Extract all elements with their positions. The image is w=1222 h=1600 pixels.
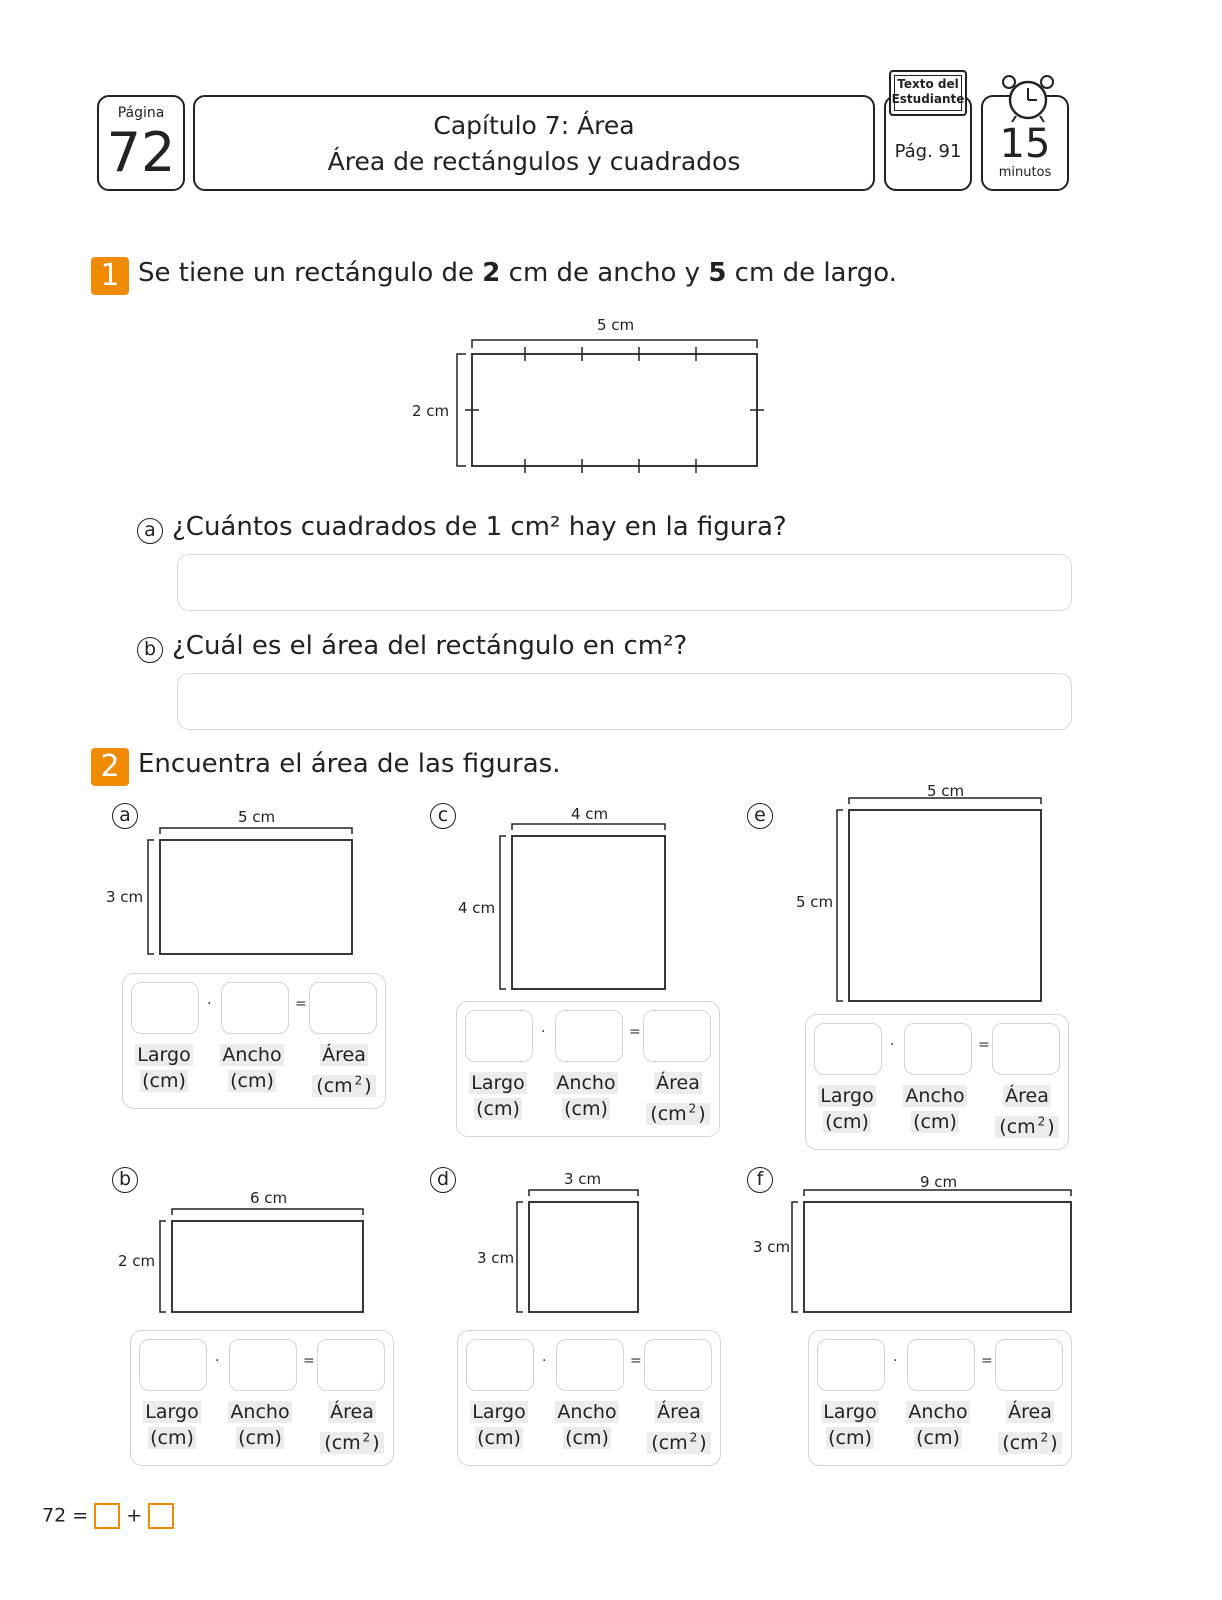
book-icon	[889, 70, 967, 116]
question-2-text: Encuentra el área de las figuras.	[138, 749, 561, 779]
calc-box-f	[808, 1330, 1072, 1466]
question-2-number: 2	[91, 748, 129, 786]
fig-a-letter: a	[112, 803, 138, 829]
largo-input[interactable]	[131, 982, 199, 1034]
fig-c-letter: c	[430, 803, 456, 829]
calc-box-c	[456, 1001, 720, 1137]
q1-height-label: 2 cm	[412, 402, 450, 420]
equals-sign: =	[629, 1024, 641, 1040]
book-label-line2: Estudiante	[891, 92, 965, 106]
ancho-label: Ancho (cm)	[222, 1044, 282, 1092]
multiply-sign: ·	[541, 1024, 546, 1040]
book-label-line1: Texto del	[897, 77, 959, 91]
q1b-text: ¿Cuál es el área del rectángulo en cm²?	[172, 631, 688, 661]
ancho-label: Ancho (cm)	[908, 1401, 968, 1449]
area-input[interactable]	[644, 1339, 712, 1391]
ancho-input[interactable]	[221, 982, 289, 1034]
footer-equals: =	[72, 1504, 89, 1527]
equals-sign: =	[978, 1037, 990, 1053]
largo-label: Largo (cm)	[145, 1401, 199, 1449]
chapter-subtitle: Área de rectángulos y cuadrados	[327, 147, 741, 176]
q1-text-part: cm de largo.	[726, 258, 897, 288]
fig-c-square	[492, 816, 672, 996]
footer-square-2[interactable]	[148, 1503, 174, 1529]
fig-b-height-label: 2 cm	[118, 1252, 156, 1270]
alarm-clock-icon	[1000, 72, 1056, 124]
student-text-page: Pág. 91	[894, 141, 962, 162]
ancho-label: Ancho (cm)	[905, 1085, 965, 1133]
q1a-letter: a	[137, 518, 163, 544]
fig-d-height-label: 3 cm	[477, 1249, 515, 1267]
equals-sign: =	[303, 1353, 315, 1369]
fig-c-width-label: 4 cm	[571, 805, 609, 823]
fig-a-width-label: 5 cm	[238, 808, 276, 826]
q1-width-value: 2	[482, 258, 501, 288]
area-label: Área (cm $^2$ )	[637, 1070, 719, 1127]
area-label: Área (cm $^2$ )	[303, 1042, 385, 1099]
equals-sign: =	[295, 996, 307, 1012]
q1b-letter: b	[137, 637, 163, 663]
fig-b-letter: b	[112, 1167, 138, 1193]
fig-f-rectangle	[784, 1182, 1084, 1322]
q1-rectangle-figure	[400, 310, 800, 480]
area-label: Área (cm $^2$ )	[638, 1399, 720, 1456]
fig-d-square	[509, 1182, 649, 1322]
calc-box-b	[130, 1330, 394, 1466]
fig-e-width-label: 5 cm	[927, 782, 965, 800]
multiply-sign: ·	[893, 1353, 898, 1369]
fig-e-letter: e	[747, 803, 773, 829]
question-1-number: 1	[91, 257, 129, 295]
fig-f-letter: f	[747, 1167, 773, 1193]
largo-label: Largo (cm)	[471, 1072, 525, 1120]
fig-e-height-label: 5 cm	[796, 893, 834, 911]
fig-e-square	[829, 790, 1049, 1010]
footer-number: 72	[42, 1504, 67, 1527]
q1-width-label: 5 cm	[597, 316, 635, 334]
page-number-box	[97, 95, 185, 191]
area-input[interactable]	[309, 982, 377, 1034]
fig-f-width-label: 9 cm	[920, 1173, 958, 1191]
footer-decomposition	[42, 1503, 174, 1529]
equals-sign: =	[630, 1353, 642, 1369]
q1a-text: ¿Cuántos cuadrados de 1 cm² hay en la figura?	[172, 512, 787, 542]
ancho-input[interactable]	[555, 1010, 623, 1062]
time-value: 15	[999, 121, 1051, 167]
largo-input[interactable]	[465, 1010, 533, 1062]
chapter-title-box	[193, 95, 875, 191]
q1-text-part: cm de ancho y	[500, 258, 709, 288]
fig-f-height-label: 3 cm	[753, 1238, 791, 1256]
calc-box-d	[457, 1330, 721, 1466]
fig-a-height-label: 3 cm	[106, 888, 144, 906]
largo-input[interactable]	[817, 1339, 885, 1391]
chapter-title: Capítulo 7: Área	[433, 111, 635, 140]
q1-length-value: 5	[708, 258, 727, 288]
area-label: Área (cm $^2$ )	[989, 1399, 1071, 1456]
q1a-answer-field[interactable]	[177, 554, 1072, 611]
largo-input[interactable]	[814, 1023, 882, 1075]
largo-label: Largo (cm)	[137, 1044, 191, 1092]
footer-plus: +	[126, 1504, 143, 1527]
calc-box-e	[805, 1014, 1069, 1150]
equals-sign: =	[981, 1353, 993, 1369]
fig-d-width-label: 3 cm	[564, 1170, 602, 1188]
area-input[interactable]	[992, 1023, 1060, 1075]
ancho-label: Ancho (cm)	[230, 1401, 290, 1449]
q1b-answer-field[interactable]	[177, 673, 1072, 730]
fig-b-width-label: 6 cm	[250, 1189, 288, 1207]
ancho-label: Ancho (cm)	[557, 1401, 617, 1449]
largo-label: Largo (cm)	[820, 1085, 874, 1133]
fig-c-height-label: 4 cm	[458, 899, 496, 917]
time-unit: minutos	[998, 165, 1052, 180]
area-input[interactable]	[317, 1339, 385, 1391]
area-label: Área (cm $^2$ )	[311, 1399, 393, 1456]
largo-input[interactable]	[139, 1339, 207, 1391]
ancho-input[interactable]	[904, 1023, 972, 1075]
multiply-sign: ·	[542, 1353, 547, 1369]
ancho-label: Ancho (cm)	[556, 1072, 616, 1120]
largo-input[interactable]	[466, 1339, 534, 1391]
page-label: Página	[117, 105, 165, 121]
fig-a-rectangle	[140, 820, 360, 960]
calc-box-a	[122, 973, 386, 1109]
footer-square-1[interactable]	[94, 1503, 120, 1529]
area-label: Área (cm $^2$ )	[986, 1083, 1068, 1140]
multiply-sign: ·	[207, 996, 212, 1012]
largo-label: Largo (cm)	[823, 1401, 877, 1449]
multiply-sign: ·	[215, 1353, 220, 1369]
ancho-input[interactable]	[556, 1339, 624, 1391]
area-input[interactable]	[643, 1010, 711, 1062]
largo-label: Largo (cm)	[472, 1401, 526, 1449]
fig-b-rectangle	[152, 1201, 372, 1317]
area-input[interactable]	[995, 1339, 1063, 1391]
q1-text-part: Se tiene un rectángulo de	[138, 258, 483, 288]
ancho-input[interactable]	[907, 1339, 975, 1391]
multiply-sign: ·	[890, 1037, 895, 1053]
question-1-text	[138, 258, 897, 288]
page-number: 72	[106, 121, 176, 184]
fig-d-letter: d	[430, 1167, 456, 1193]
ancho-input[interactable]	[229, 1339, 297, 1391]
